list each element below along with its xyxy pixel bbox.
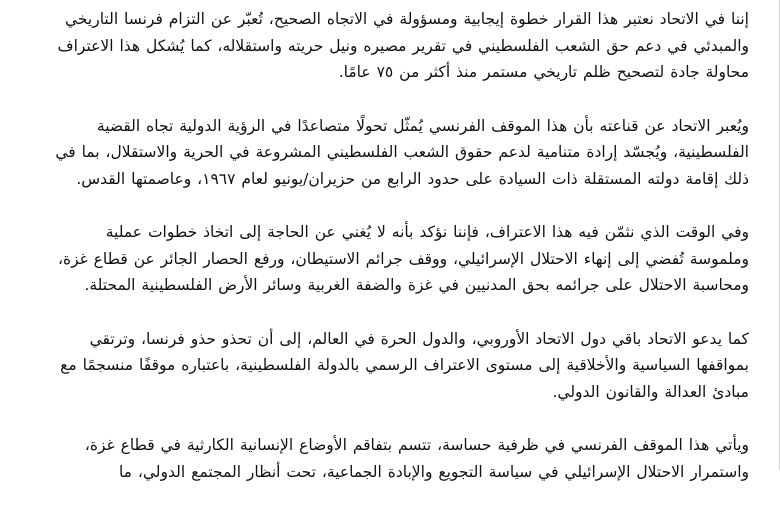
- paragraph-5: ويأتي هذا الموقف الفرنسي في ظرفية حساسة، تتسم بتفاقم الأوضاع الإنسانية الكارثية في قطاع غزة، واستمرار الاحتلال الإسرائيلي في سياسة التجويع والإبادة الجماعية، تحت أنظار المجتمع الدولي، ما: [84, 436, 749, 481]
- document-body: [48, 6, 749, 512]
- paragraph-2: ويُعبر الاتحاد عن قناعته بأن هذا الموقف الفرنسي يُمثّل تحولًا متصاعدًا في الرؤية الدولية تجاه القضية الفلسطينية، ويُجسّد إرادة متنامية لدعم حقوق الشعب الفلسطيني المشروعة في الحرية والاستقلال، بما في ذلك إقامة دولته المستقلة ذات السيادة على حدود الرابع من حزيران/يونيو لعام ١٩٦٧، وعاصمتها القدس.: [55, 116, 749, 188]
- paragraph-4: كما يدعو الاتحاد باقي دول الاتحاد الأوروبي، والدول الحرة في العالم، إلى أن تحذو حذو فرنسا، وترتقي بمواقفها السياسية والأخلاقية إلى مستوى الاعتراف الرسمي بالدولة الفلسطينية، باعتباره موقفًا منسجمًا مع مبادئ العدالة والقانون الدولي.: [60, 329, 749, 401]
- paragraph-3: وفي الوقت الذي نثمّن فيه هذا الاعتراف، فإننا نؤكد بأنه لا يُغني عن الحاجة إلى اتخاذ خطوات عملية وملموسة تُفضي إلى إنهاء الاحتلال الإسرائيلي، ووقف جرائم الاستيطان، ورفع الحصار الجائر عن قطاع غزة، ومحاسبة الاحتلال على جرائمه بحق المدنيين في غزة والضفة الغربية وسائر الأرض الفلسطينية المحتلة.: [57, 223, 749, 294]
- paragraph-1: إننا في الاتحاد نعتبر هذا القرار خطوة إيجابية ومسؤولة في الاتجاه الصحيح، تُعبّر عن التزام فرنسا التاريخي والمبدئي في دعم حق الشعب الفلسطيني في تقرير مصيره ونيل حريته واستقلاله، كما يُشكل هذا الاعتراف محاولة جادة لتصحيح ظلم تاريخي مستمر منذ أكثر من ٧٥ عامًا.: [57, 10, 749, 81]
